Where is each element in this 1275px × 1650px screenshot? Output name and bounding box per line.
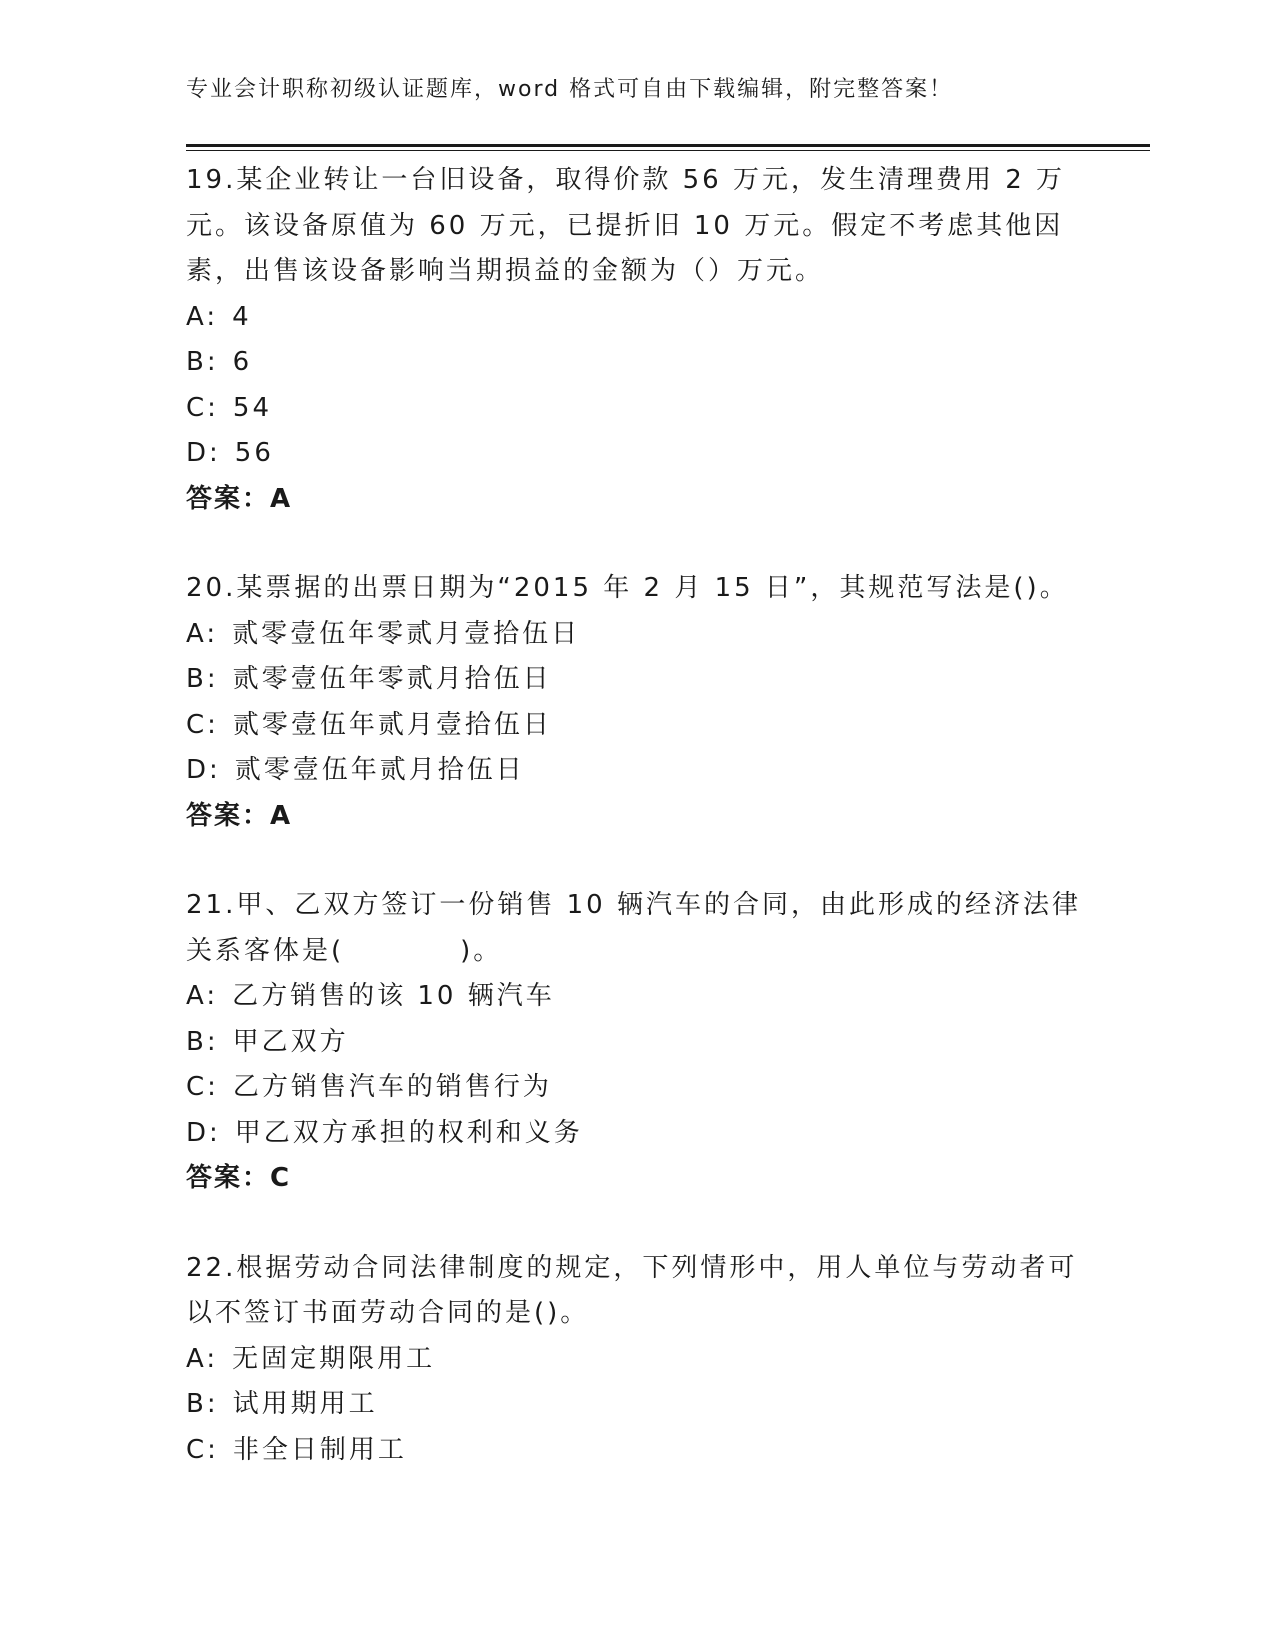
answer-value: C	[270, 1163, 292, 1193]
option-text: 甲乙双方	[232, 1026, 349, 1057]
option-label: B:	[186, 1389, 219, 1419]
option-c	[186, 703, 1086, 749]
option-c	[186, 1428, 1086, 1474]
option-label: B:	[186, 1026, 219, 1057]
question-19	[186, 158, 1086, 522]
option-text: 贰零壹伍年贰月壹拾伍日	[232, 709, 552, 740]
question-list	[186, 158, 1086, 1517]
option-text: 贰零壹伍年零贰月壹拾伍日	[232, 618, 581, 649]
question-21	[186, 883, 1086, 1202]
answer-value: A	[270, 800, 293, 831]
option-a	[186, 974, 1086, 1020]
option-text: 贰零壹伍年贰月拾伍日	[234, 755, 525, 785]
option-d	[186, 748, 1086, 794]
option-text: 非全日制用工	[232, 1434, 407, 1465]
option-c	[186, 386, 1086, 432]
option-label: D:	[186, 1117, 221, 1148]
option-text: 6	[232, 347, 253, 377]
option-label: C:	[186, 392, 219, 423]
page-header: 专业会计职称初级认证题库，word 格式可自由下载编辑，附完整答案！	[186, 77, 954, 102]
answer-label: 答案：	[186, 483, 271, 514]
option-text: 试用期用工	[232, 1389, 378, 1419]
option-b	[186, 340, 1086, 386]
question-22	[186, 1246, 1086, 1474]
option-a	[186, 295, 1086, 341]
option-label: C:	[186, 1434, 219, 1465]
option-d	[186, 431, 1086, 477]
answer-label: 答案：	[186, 1163, 271, 1193]
option-text: 无固定期限用工	[232, 1343, 436, 1374]
option-label: A:	[186, 981, 219, 1011]
option-label: B:	[186, 664, 219, 694]
option-d	[186, 1111, 1086, 1157]
option-label: A:	[186, 618, 219, 649]
header-rule-thick	[186, 144, 1150, 147]
option-text: 乙方销售的该 10 辆汽车	[232, 981, 555, 1011]
question-20	[186, 566, 1086, 839]
answer-label: 答案：	[186, 800, 271, 831]
option-label: A:	[186, 1343, 219, 1374]
question-text: 21.甲、乙双方签订一份销售 10 辆汽车的合同，由此形成的经济法律关系客体是( )。	[186, 890, 1081, 966]
option-b	[186, 1020, 1086, 1066]
option-a	[186, 612, 1086, 658]
option-label: D:	[186, 755, 221, 785]
option-b	[186, 1382, 1086, 1428]
option-label: B:	[186, 347, 219, 377]
question-text: 20.某票据的出票日期为“2015 年 2 月 15 日”，其规范写法是()。	[186, 573, 1069, 603]
option-text: 贰零壹伍年零贰月拾伍日	[232, 664, 552, 694]
question-text: 22.根据劳动合同法律制度的规定，下列情形中，用人单位与劳动者可以不签订书面劳动合同的是()。	[186, 1252, 1078, 1328]
option-text: 甲乙双方承担的权利和义务	[234, 1117, 583, 1148]
header-rule-thin	[186, 150, 1150, 151]
option-label: C:	[186, 1072, 219, 1102]
answer-line	[186, 477, 1086, 523]
option-b	[186, 657, 1086, 703]
option-label: D:	[186, 438, 221, 468]
answer-line	[186, 794, 1086, 840]
option-label: C:	[186, 709, 219, 740]
option-text: 54	[232, 392, 273, 423]
option-label: A:	[186, 301, 219, 332]
option-text: 56	[234, 438, 274, 468]
answer-value: A	[270, 483, 293, 514]
option-a	[186, 1337, 1086, 1383]
option-c	[186, 1065, 1086, 1111]
answer-line	[186, 1156, 1086, 1202]
option-text: 乙方销售汽车的销售行为	[232, 1072, 552, 1102]
question-text: 19.某企业转让一台旧设备，取得价款 56 万元，发生清理费用 2 万元。该设备原值为 60 万元，已提折旧 10 万元。假定不考虑其他因素，出售该设备影响当期损益的金额为（）万元。	[186, 165, 1066, 286]
option-text: 4	[232, 301, 252, 332]
